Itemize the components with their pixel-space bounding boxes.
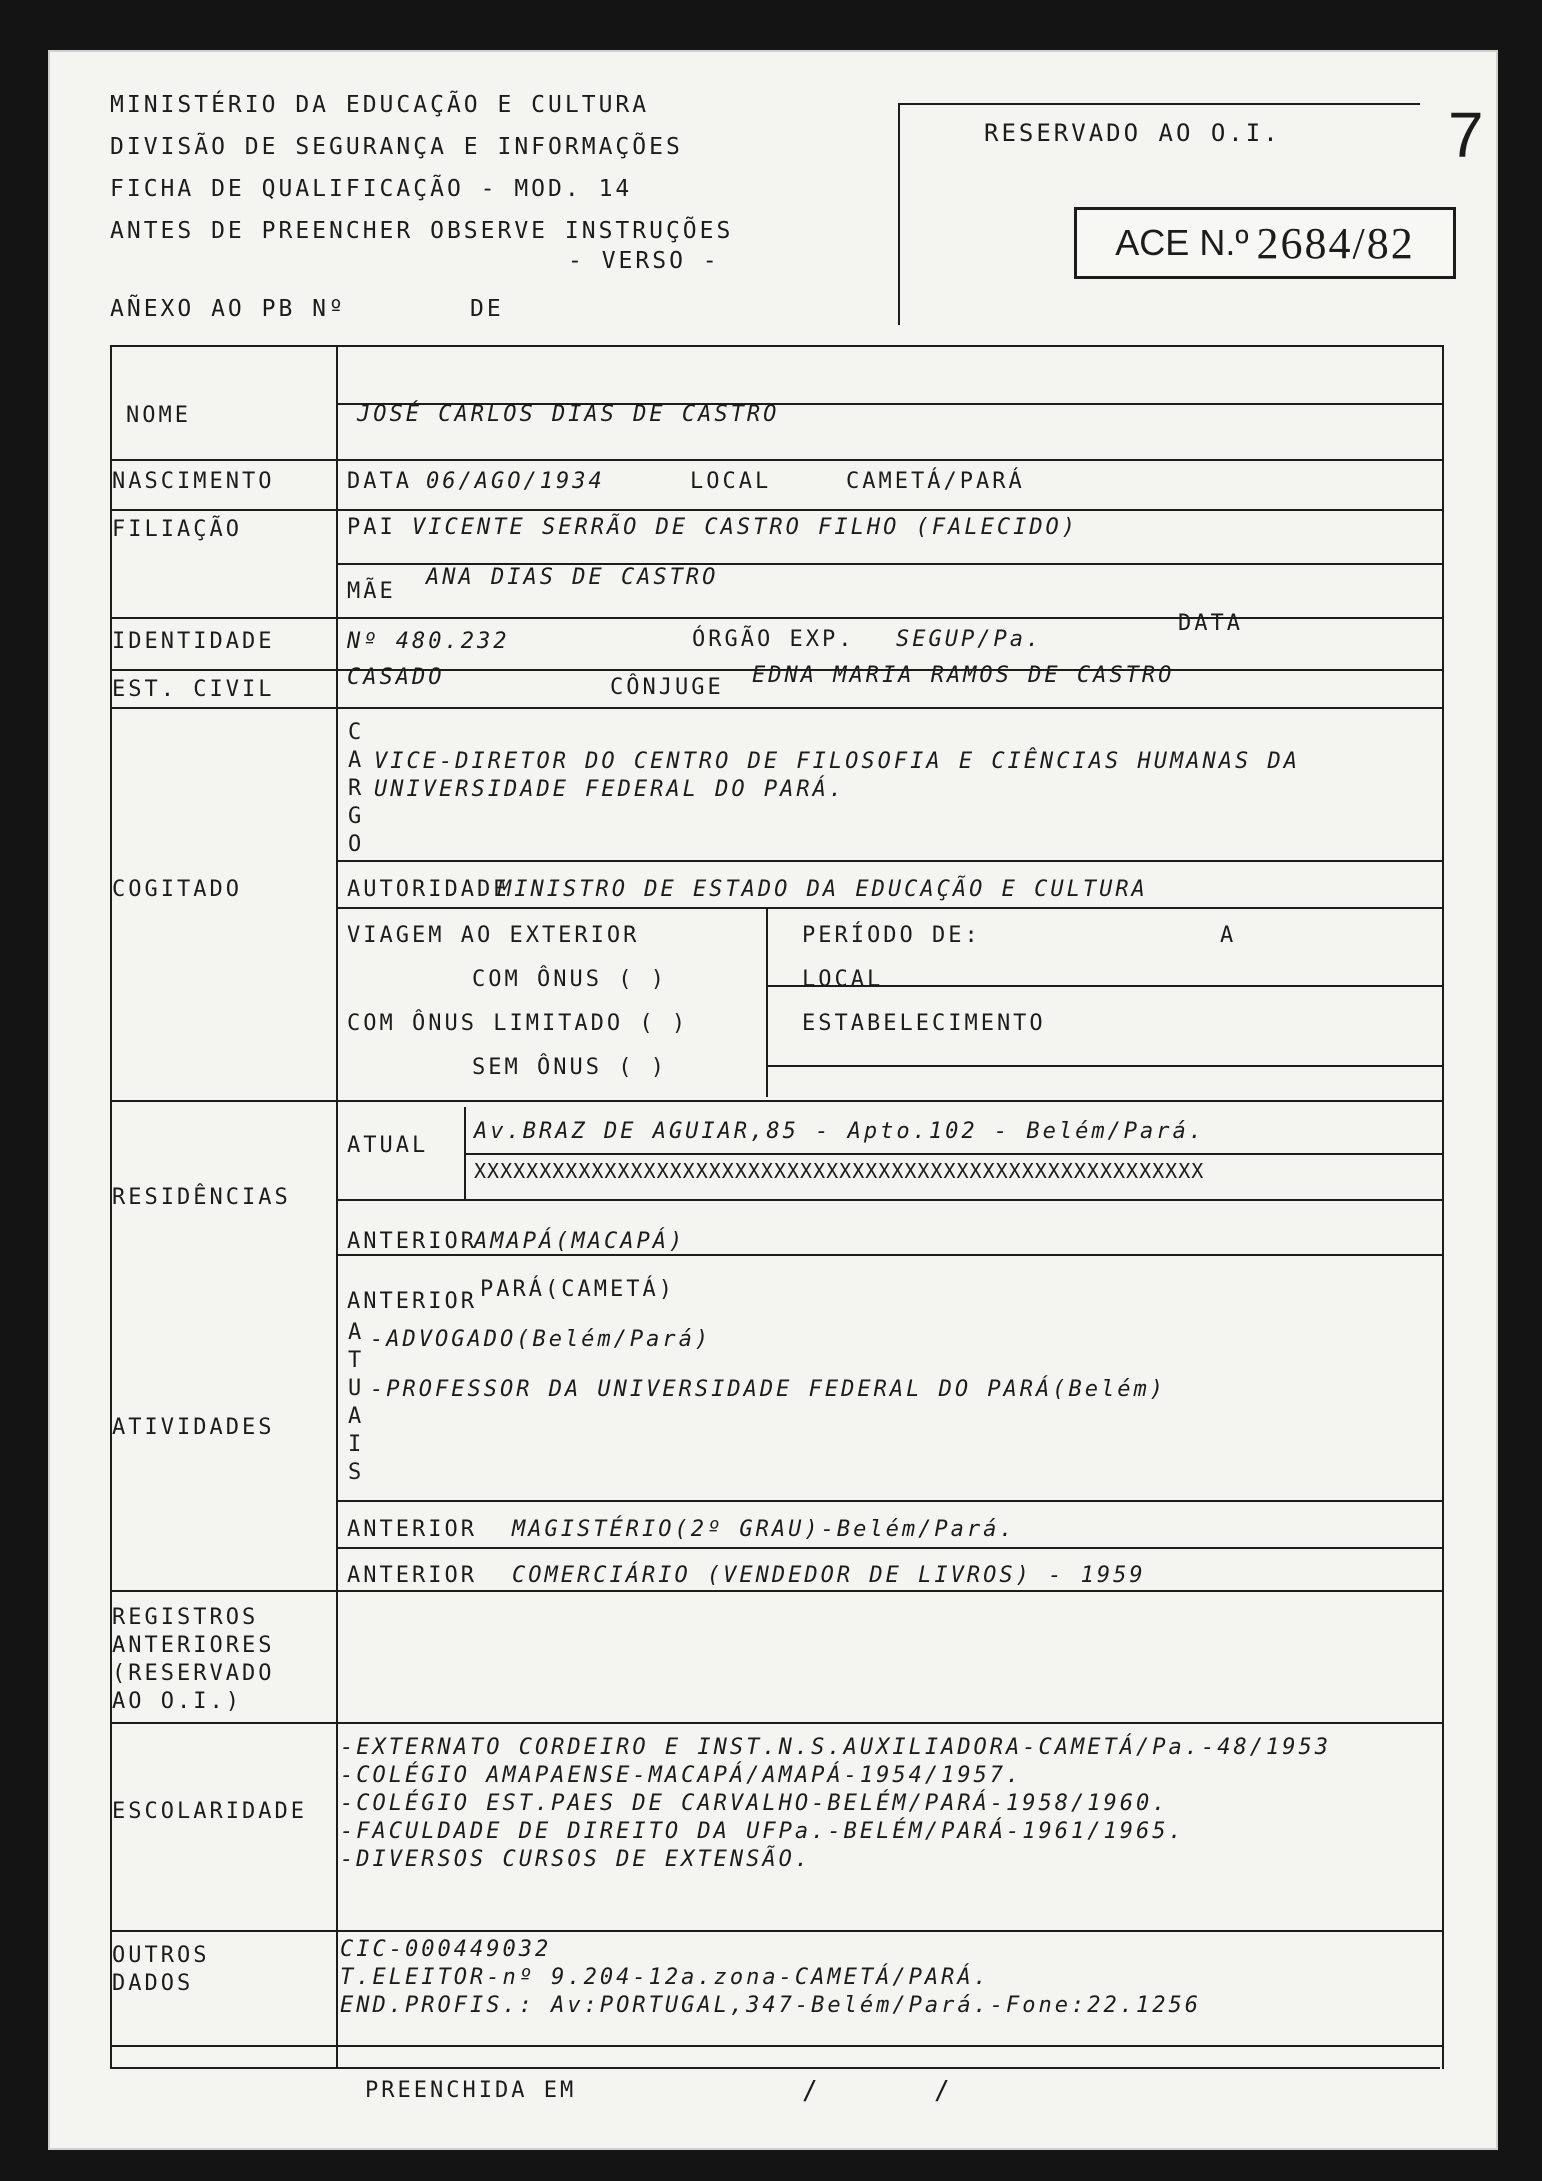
escolaridade-label: ESCOLARIDADE	[112, 1799, 307, 1824]
escolaridade-item: -COLÉGIO AMAPAENSE-MACAPÁ/AMAPÁ-1954/1957.	[340, 1763, 1023, 1788]
row-divider	[112, 1100, 1442, 1102]
nome-label: NOME	[126, 403, 191, 428]
residencias-divider	[336, 1199, 1442, 1201]
cargo-line-1: VICE-DIRETOR DO CENTRO DE FILOSOFIA E CIÊNCIAS HUMANAS DA	[374, 749, 1300, 774]
atividades-label: ATIVIDADES	[112, 1415, 275, 1440]
atividades-divider	[336, 1500, 1442, 1502]
atuais-letter: T	[348, 1348, 362, 1373]
cargo-line-2: UNIVERSIDADE FEDERAL DO PARÁ.	[374, 777, 846, 802]
anterior1-label: ANTERIOR	[347, 1229, 477, 1254]
qualification-form	[110, 345, 1444, 2069]
atual-address: Av.BRAZ DE AGUIAR,85 - Apto.102 - Belém/Pará.	[474, 1119, 1206, 1144]
ace-number: 2684/82	[1256, 218, 1415, 268]
anterior2-value: PARÁ(CAMETÁ)	[480, 1277, 675, 1302]
com-onus-limitado-option: COM ÔNUS LIMITADO ( )	[347, 1011, 689, 1036]
conjuge-value: EDNA MARIA RAMOS DE CASTRO	[752, 663, 1175, 688]
date-separator: /	[802, 2076, 818, 2106]
header-form-title: FICHA DE QUALIFICAÇÃO - MOD. 14	[110, 176, 633, 202]
cogitado-label: COGITADO	[112, 877, 242, 902]
escolaridade-item: -FACULDADE DE DIREITO DA UFPa.-BELÉM/PARÁ-1961/1965.	[340, 1819, 1185, 1844]
annex-de-label: DE	[470, 296, 504, 322]
reserved-box	[898, 103, 1420, 325]
orgao-exp-label: ÓRGÃO EXP.	[692, 627, 855, 652]
outros-dados-label-1: OUTROS	[112, 1943, 210, 1968]
row-divider	[112, 1930, 1442, 1932]
row-divider	[112, 1590, 1442, 1592]
nascimento-data-label: DATA	[347, 469, 412, 494]
mae-value: ANA DIAS DE CASTRO	[426, 565, 719, 590]
cargo-letter: A	[348, 748, 362, 773]
est-civil-label: EST. CIVIL	[112, 677, 275, 702]
identidade-label: IDENTIDADE	[112, 629, 275, 654]
label-column-divider	[336, 347, 338, 2069]
atuais-letter: A	[348, 1404, 362, 1429]
outros-dados-titulo-eleitor: T.ELEITOR-nº 9.204-12a.zona-CAMETÁ/PARÁ.	[340, 1965, 990, 1990]
atuais-letter: U	[348, 1376, 362, 1401]
autoridade-value: MINISTRO DE ESTADO DA EDUCAÇÃO E CULTURA	[498, 877, 1148, 902]
anterior1-value: AMAPÁ(MACAPÁ)	[474, 1229, 686, 1254]
autoridade-label: AUTORIDADE	[347, 877, 510, 902]
atividade-anterior1-value: MAGISTÉRIO(2º GRAU)-Belém/Pará.	[512, 1517, 1016, 1542]
atual-strikeout: XXXXXXXXXXXXXXXXXXXXXXXXXXXXXXXXXXXXXXXXXXXXXXXXXXXXXXXX	[474, 1159, 1205, 1183]
registros-label-1: REGISTROS	[112, 1605, 259, 1630]
form-bottom-border	[110, 2067, 1440, 2069]
header-verso: - VERSO -	[568, 248, 720, 274]
atuais-vertical-label	[348, 1319, 368, 1487]
com-onus-option: COM ÔNUS ( )	[472, 967, 667, 992]
estabelecimento-underline	[766, 1065, 1442, 1067]
estabelecimento-label: ESTABELECIMENTO	[802, 1011, 1046, 1036]
cargo-divider	[336, 860, 1442, 862]
row-divider	[112, 459, 1442, 461]
ace-label: ACE N.º	[1115, 222, 1249, 263]
mae-label: MÃE	[347, 579, 396, 604]
nascimento-label: NASCIMENTO	[112, 469, 275, 494]
registros-label-3: (RESERVADO	[112, 1661, 275, 1686]
residencias-divider	[336, 1254, 1442, 1256]
nome-value: JOSÉ CARLOS DIAS DE CASTRO	[357, 402, 780, 427]
sem-onus-option: SEM ÔNUS ( )	[472, 1055, 667, 1080]
est-civil-value: CASADO	[347, 665, 445, 690]
pai-label: PAI	[347, 515, 396, 540]
atuais-letter: A	[348, 1320, 362, 1345]
atual-underline	[464, 1153, 1442, 1155]
identidade-numero: Nº 480.232	[347, 629, 510, 654]
cargo-letter: R	[348, 776, 362, 801]
orgao-exp-value: SEGUP/Pa.	[896, 627, 1043, 652]
nascimento-data-value: 06/AGO/1934	[426, 469, 605, 494]
cargo-letter: O	[348, 832, 362, 857]
ace-stamp	[1074, 207, 1456, 279]
escolaridade-item: -DIVERSOS CURSOS DE EXTENSÃO.	[340, 1847, 812, 1872]
header-division: DIVISÃO DE SEGURANÇA E INFORMAÇÕES	[110, 134, 683, 160]
outros-dados-label-2: DADOS	[112, 1971, 194, 1996]
periodo-label: PERÍODO DE:	[802, 923, 981, 948]
cargo-letter: C	[348, 720, 362, 745]
row-divider	[112, 509, 1442, 511]
viagem-local-label: LOCAL	[802, 967, 884, 992]
atual-label: ATUAL	[347, 1133, 429, 1158]
atividade-atual-1: -ADVOGADO(Belém/Pará)	[370, 1327, 712, 1352]
atividade-anterior1-label: ANTERIOR	[347, 1517, 477, 1542]
filiacao-label: FILIAÇÃO	[112, 517, 242, 542]
outros-dados-cic: CIC-000449032	[340, 1937, 552, 1962]
nascimento-local-value: CAMETÁ/PARÁ	[846, 469, 1025, 494]
row-divider	[112, 1722, 1442, 1724]
registros-label-2: ANTERIORES	[112, 1633, 275, 1658]
annex-label: AÑEXO AO PB Nº	[110, 296, 346, 322]
reserved-label: RESERVADO AO O.I.	[984, 119, 1281, 147]
viagem-divider	[766, 907, 768, 1097]
residencias-label: RESIDÊNCIAS	[112, 1185, 291, 1210]
identidade-data-label: DATA	[1178, 611, 1243, 636]
escolaridade-item: -EXTERNATO CORDEIRO E INST.N.S.AUXILIADORA-CAMETÁ/Pa.-48/1953	[340, 1735, 1331, 1760]
row-divider	[112, 707, 1442, 709]
atividade-anterior2-value: COMERCIÁRIO (VENDEDOR DE LIVROS) - 1959	[512, 1563, 1146, 1588]
header-ministry: MINISTÉRIO DA EDUCAÇÃO E CULTURA	[110, 92, 650, 118]
registros-label-4: AO O.I.)	[112, 1689, 242, 1714]
periodo-a-label: A	[1220, 923, 1237, 948]
nascimento-local-label: LOCAL	[690, 469, 772, 494]
pai-value: VICENTE SERRÃO DE CASTRO FILHO (FALECIDO)	[412, 515, 1079, 540]
corner-handwritten-mark: 7	[1448, 99, 1484, 171]
atividade-anterior2-label: ANTERIOR	[347, 1563, 477, 1588]
atuais-letter: I	[348, 1432, 362, 1457]
anterior2-label: ANTERIOR	[347, 1289, 477, 1314]
atividade-atual-2: -PROFESSOR DA UNIVERSIDADE FEDERAL DO PARÁ(Belém)	[370, 1377, 1167, 1402]
cargo-vertical-label	[348, 719, 368, 859]
header-instructions: ANTES DE PREENCHER OBSERVE INSTRUÇÕES	[110, 218, 734, 244]
autoridade-divider	[336, 907, 1442, 909]
atividades-divider	[336, 1547, 1442, 1549]
conjuge-label: CÔNJUGE	[610, 675, 724, 700]
escolaridade-item: -COLÉGIO EST.PAES DE CARVALHO-BELÉM/PARÁ-1958/1960.	[340, 1791, 1169, 1816]
preenchida-em-label: PREENCHIDA EM	[365, 2078, 577, 2103]
viagem-exterior-label: VIAGEM AO EXTERIOR	[347, 923, 640, 948]
date-separator: /	[934, 2076, 950, 2106]
cargo-letter: G	[348, 804, 362, 829]
outros-dados-endereco-profissional: END.PROFIS.: Av:PORTUGAL,347-Belém/Pará.-Fone:22.1256	[340, 1993, 1201, 2018]
atuais-letter: S	[348, 1460, 362, 1485]
row-divider	[112, 2045, 1442, 2047]
